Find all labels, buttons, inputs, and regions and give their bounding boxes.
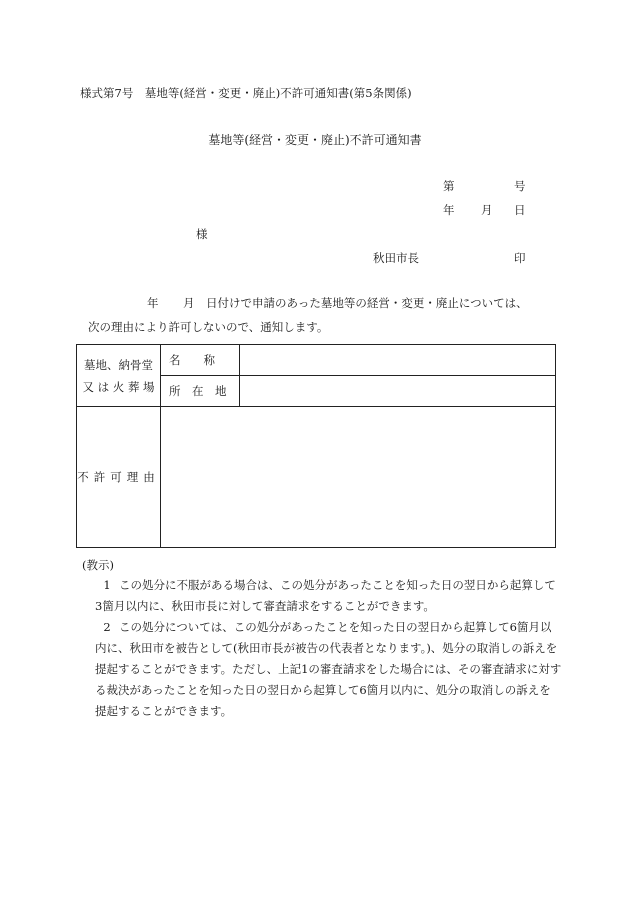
reason-label: 不許可理由 — [77, 407, 161, 548]
site-type-cell — [77, 345, 161, 407]
name-value-field[interactable] — [240, 345, 556, 376]
seal-mark: 印 — [514, 251, 526, 265]
note-text: この処分については、この処分があったことを知った日の翌日から起算して6箇月以内に、秋田市を被告として(秋田市長が被告の代表者となります。)、処分の取消しの訴えを提起することができます。ただし、上記1の審査請求をした場合には、その審査請求に対する裁決があったことを知った日の翌日から起算して6箇月以内に、処分の取消しの訴えを提起することができます。 — [95, 620, 562, 718]
note-number: 2 — [103, 620, 111, 634]
date-day-label: 日 — [514, 203, 526, 217]
body-month-label: 月 — [183, 296, 195, 310]
body-year-label: 年 — [147, 296, 159, 310]
addressee-honorific: 様 — [196, 227, 208, 241]
notes-heading: (教示) — [82, 558, 114, 572]
application-table — [76, 344, 556, 548]
location-label: 所 在 地 — [161, 376, 240, 407]
note-item — [82, 575, 562, 617]
site-type-line1: 墓地、納骨堂 — [84, 357, 153, 372]
date-year-label: 年 — [443, 203, 455, 217]
form-title: 様式第7号 墓地等(経営・変更・廃止)不許可通知書(第5条関係) — [80, 86, 412, 100]
reference-number-suffix: 号 — [514, 179, 526, 193]
reason-value-field[interactable] — [161, 407, 556, 548]
note-text: この処分に不服がある場合は、この処分があったことを知った日の翌日から起算して3箇月以内に、秋田市長に対して審査請求をすることができます。 — [95, 578, 556, 613]
site-type-line2: 又 は 火 葬 場 — [82, 379, 155, 394]
note-item — [82, 617, 562, 722]
location-value-field[interactable] — [240, 376, 556, 407]
body-line2: 次の理由により許可しないので、通知します。 — [88, 320, 329, 334]
document-title: 墓地等(経営・変更・廃止)不許可通知書 — [208, 133, 422, 147]
note-number: 1 — [103, 578, 111, 592]
sender-name: 秋田市長 — [373, 251, 419, 265]
date-month-label: 月 — [481, 203, 493, 217]
body-line1: 日付けで申請のあった墓地等の経営・変更・廃止については、 — [206, 296, 528, 310]
reference-number-prefix: 第 — [443, 179, 455, 193]
name-label: 名 称 — [161, 345, 240, 376]
